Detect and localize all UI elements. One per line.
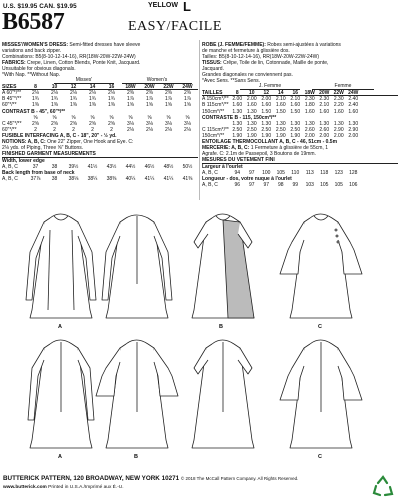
table-cell: 38¼ bbox=[87, 176, 98, 183]
table-cell: 96 bbox=[234, 182, 241, 189]
interfacing-line: FUSIBLE INTERFACING A, B, C - 18", 20" - ½ yd. bbox=[2, 132, 117, 139]
table-cell: 1.30 bbox=[246, 120, 257, 127]
misses-group: Misses' bbox=[54, 78, 114, 84]
table-cell: 43½ bbox=[106, 163, 117, 170]
yardage-rows-a-b bbox=[2, 90, 198, 108]
table-cell: 1.30 bbox=[290, 120, 301, 127]
table-cell: 2.50 bbox=[290, 126, 301, 133]
table-cell: 2.00 bbox=[232, 96, 243, 103]
pattern-footer bbox=[0, 474, 400, 500]
table-cell: 1.30 bbox=[348, 120, 359, 127]
table-cell: 1.50 bbox=[261, 108, 272, 115]
table-cell: 2⅝ bbox=[51, 120, 58, 127]
finished-heading: FINISHED GARMENT MEASUREMENTS bbox=[2, 151, 198, 158]
tailles-row: TAILLES 8 10 12 14 16 18W 20W 22W 24W bbox=[202, 90, 398, 96]
table-cell: 2.30 bbox=[333, 96, 344, 103]
description-title: MISSES'/WOMEN'S DRESS: bbox=[2, 42, 68, 48]
table-cell: 2.00 bbox=[319, 132, 330, 139]
nap-note: *With Nap. **Without Nap. bbox=[2, 72, 61, 79]
table-cell: 123 bbox=[334, 169, 343, 176]
table-cell: 3⅛ bbox=[127, 120, 134, 127]
table-cell: 2⅛ bbox=[32, 90, 39, 97]
view-label-a-back: A bbox=[58, 454, 62, 460]
view-label-c-back: C bbox=[318, 454, 322, 460]
table-cell: ⅝ bbox=[109, 114, 114, 121]
table-cell: 41⅜ bbox=[182, 176, 193, 183]
table-cell: 1.60 bbox=[261, 102, 272, 109]
table-cell: 40¼ bbox=[125, 176, 136, 183]
table-cell: 2.90 bbox=[333, 126, 344, 133]
table-cell: 1.90 bbox=[261, 132, 272, 139]
table-cell: 1⅞ bbox=[184, 96, 191, 103]
table-cell: 1.60 bbox=[333, 108, 344, 115]
table-cell: 1⅝ bbox=[165, 102, 172, 109]
largeur-label: Largeur à l'ourlet bbox=[202, 163, 243, 170]
table-cell: 41½ bbox=[87, 163, 98, 170]
table-cell: 106 bbox=[349, 182, 358, 189]
view-a-back-bottom-drawing bbox=[28, 340, 94, 448]
description-text: Semi-fitted dresses have sleeve bbox=[68, 42, 141, 48]
table-cell: 1.30 bbox=[304, 120, 315, 127]
womens-group: Women's bbox=[122, 78, 192, 84]
table-cell: ⅝ bbox=[147, 114, 152, 121]
table-cell: 38⅜ bbox=[106, 176, 117, 183]
notions-text: One 22" Zipper, One Hook and Eye. C: bbox=[45, 138, 134, 145]
table-cell: 118 bbox=[320, 169, 329, 176]
view-label-c: C bbox=[318, 324, 322, 330]
table-cell: 1.60 bbox=[290, 102, 301, 109]
jfemme-group: J. Femme bbox=[240, 84, 300, 90]
fabrics-heading: FABRICS: bbox=[2, 60, 26, 67]
fabrics-text: Crepe, Linen, Cotton Blends, Ponte Knit, Jacquard. bbox=[25, 60, 141, 67]
table-cell: 2.40 bbox=[348, 96, 359, 103]
metrage-rows-c bbox=[202, 127, 398, 139]
table-cell: 1.60 bbox=[319, 108, 330, 115]
notions-heading: NOTIONS: A, B, C: bbox=[2, 138, 46, 145]
tissus-heading: TISSUS: bbox=[202, 60, 222, 67]
pattern-header bbox=[0, 0, 400, 40]
table-cell: 1¾ bbox=[70, 96, 77, 103]
table-row bbox=[2, 102, 198, 108]
table-cell: 105 bbox=[334, 182, 343, 189]
table-cell: 2.00 bbox=[246, 96, 257, 103]
table-cell: 1.60 bbox=[348, 108, 359, 115]
table-cell: 2.60 bbox=[304, 126, 315, 133]
table-cell: 1.50 bbox=[290, 108, 301, 115]
table-cell: 2⅝ bbox=[89, 120, 96, 127]
tissus-text: Crêpe, Toile de lin, Cotonnade, Maille de ponte, bbox=[221, 60, 329, 67]
tissus-text-3: Grandes diagonales ne conviennent pas. bbox=[202, 72, 293, 79]
entoilage-line: ENTOILAGE THERMOCOLLANT A, B, C - 46, 51cm - 0.5m bbox=[202, 138, 338, 145]
price-label: U.S. $19.95 CAN. $19.95 bbox=[3, 3, 77, 10]
table-cell: 1¾ bbox=[51, 96, 58, 103]
table-cell: 37⅞ bbox=[30, 176, 41, 183]
description-text-fr-2: de manche et fermeture à glissière dos. bbox=[202, 48, 290, 55]
table-cell: 94 bbox=[234, 169, 241, 176]
table-cell: 1.90 bbox=[246, 132, 257, 139]
french-column bbox=[202, 42, 398, 188]
row-label: A 150cm*/** bbox=[202, 96, 229, 103]
table-cell: 2.30 bbox=[319, 96, 330, 103]
sizes-row: SIZES 8 10 12 14 16 18W 20W 22W 24W bbox=[2, 84, 198, 90]
table-cell: 1¾ bbox=[89, 96, 96, 103]
view-b-back-drawing bbox=[96, 340, 178, 448]
table-cell: 1.30 bbox=[261, 120, 272, 127]
table-cell: 1.30 bbox=[232, 108, 243, 115]
table-cell: 2⅜ bbox=[127, 90, 134, 97]
view-a-back-drawing bbox=[102, 215, 172, 318]
row-label: A, B, C bbox=[2, 163, 18, 170]
row-label: 60"*/** bbox=[2, 102, 17, 109]
table-cell: 2.10 bbox=[290, 96, 301, 103]
table-cell: ⅝ bbox=[33, 114, 38, 121]
row-label: 150cm*/** bbox=[202, 132, 225, 139]
table-cell: 1⅝ bbox=[184, 102, 191, 109]
view-label-a: A bbox=[58, 324, 62, 330]
tissus-text-2: Jacquard. bbox=[202, 66, 224, 73]
table-cell: 1.30 bbox=[232, 120, 243, 127]
table-cell: 2⅝ bbox=[70, 120, 77, 127]
table-cell: 2⅜ bbox=[146, 90, 153, 97]
table-cell: 1⅜ bbox=[70, 102, 77, 109]
table-cell: 2⅛ bbox=[70, 90, 77, 97]
row-label: 150cm*/** bbox=[202, 108, 225, 115]
row-label: 60"*/** bbox=[2, 126, 17, 133]
table-cell: 1⅞ bbox=[146, 96, 153, 103]
table-cell: 2⅛ bbox=[146, 126, 153, 133]
table-cell: 1.90 bbox=[275, 132, 286, 139]
table-cell: 38 bbox=[51, 176, 58, 183]
table-cell: 2.60 bbox=[319, 126, 330, 133]
table-cell: ⅝ bbox=[71, 114, 76, 121]
table-cell: 1.60 bbox=[246, 102, 257, 109]
view-label-b-back: B bbox=[134, 454, 138, 460]
table-row bbox=[2, 127, 198, 133]
longueur-label: Longueur - dos, votre nuque à l'ourlet bbox=[202, 176, 292, 183]
longueur-row bbox=[202, 182, 398, 188]
table-cell: 48½ bbox=[163, 163, 174, 170]
row-label: C 45"*/** bbox=[2, 120, 22, 127]
table-cell: 2⅝ bbox=[32, 120, 39, 127]
row-label: A, B, C bbox=[202, 182, 218, 189]
table-cell: 113 bbox=[305, 169, 314, 176]
table-cell: 1⅞ bbox=[127, 96, 134, 103]
website-link[interactable]: www.butterick.com bbox=[3, 485, 47, 490]
table-cell: 38 bbox=[51, 163, 58, 170]
metrage-rows-a-b bbox=[202, 96, 398, 114]
mesures-heading: MESURES DU VÊTEMENT FINI bbox=[202, 157, 398, 164]
table-cell: 1.30 bbox=[333, 120, 344, 127]
table-cell: 2⅛ bbox=[127, 126, 134, 133]
view-label-b: B bbox=[219, 324, 223, 330]
printed-note: Printed in U.S.A./Imprimé aux É.-U. bbox=[48, 485, 124, 490]
table-cell: 38⅛ bbox=[68, 176, 79, 183]
table-cell: 2⅝ bbox=[108, 120, 115, 127]
table-cell: 1.30 bbox=[246, 108, 257, 115]
row-label: A 60"*/** bbox=[2, 90, 22, 97]
table-cell: 97 bbox=[248, 182, 255, 189]
publisher-address: BUTTERICK PATTERN, 120 BROADWAY, NEW YORK 10271 bbox=[3, 475, 180, 482]
table-cell: 2⅜ bbox=[165, 90, 172, 97]
table-cell: 3⅛ bbox=[184, 120, 191, 127]
table-cell: 1.90 bbox=[232, 132, 243, 139]
table-cell: 1.30 bbox=[319, 120, 330, 127]
view-a-front-drawing bbox=[26, 214, 96, 318]
table-cell: 105 bbox=[320, 182, 329, 189]
table-cell: 1.50 bbox=[275, 108, 286, 115]
row-label: A, B, C bbox=[2, 176, 18, 183]
table-cell: 1.60 bbox=[275, 102, 286, 109]
contraste-b-heading: CONTRASTE B - 115, 150cm*/** bbox=[202, 114, 277, 121]
difficulty-label: EASY/FACILE bbox=[128, 19, 222, 34]
table-cell: 2.10 bbox=[275, 96, 286, 103]
table-cell: 2 bbox=[110, 126, 113, 133]
mercerie-text-2: Agrafe. C: 2.1m de Passepoil, 3 Boutons de 19mm. bbox=[202, 150, 316, 157]
size-letter: L bbox=[183, 0, 191, 14]
length-row bbox=[2, 176, 198, 182]
table-cell: 2.40 bbox=[348, 102, 359, 109]
table-cell: 2⅛ bbox=[51, 90, 58, 97]
table-cell: 1.60 bbox=[304, 108, 315, 115]
table-cell: 1⅜ bbox=[89, 102, 96, 109]
table-cell: 41¼ bbox=[144, 176, 155, 183]
table-cell: 1.90 bbox=[290, 132, 301, 139]
table-cell: 46½ bbox=[144, 163, 155, 170]
table-cell: 1⅝ bbox=[127, 102, 134, 109]
table-cell: 2 bbox=[53, 126, 56, 133]
table-cell: 1⅜ bbox=[51, 102, 58, 109]
table-cell: 1.60 bbox=[232, 102, 243, 109]
table-cell: ⅝ bbox=[52, 114, 57, 121]
table-cell: 2.10 bbox=[319, 102, 330, 109]
pattern-number: B6587 bbox=[2, 9, 65, 35]
row-label: C 115cm*/** bbox=[202, 126, 229, 133]
table-row bbox=[202, 182, 398, 188]
table-cell: 1⅜ bbox=[32, 102, 39, 109]
mercerie-heading: MERCERIE: A, B, C: bbox=[202, 144, 250, 151]
sens-note: *Avec Sens. **Sans Sens. bbox=[202, 78, 260, 85]
english-column bbox=[2, 42, 198, 182]
column-divider bbox=[199, 40, 200, 200]
table-cell: 44½ bbox=[125, 163, 136, 170]
table-cell: 2.50 bbox=[275, 126, 286, 133]
table-cell: 2⅛ bbox=[89, 90, 96, 97]
view-c-front-drawing bbox=[280, 214, 362, 318]
table-cell: 128 bbox=[349, 169, 358, 176]
fabrics-text-2: Unsuitable for obvious diagonals. bbox=[2, 66, 76, 73]
table-cell: 99 bbox=[292, 182, 299, 189]
table-cell: 110 bbox=[291, 169, 300, 176]
table-cell: 100 bbox=[262, 169, 271, 176]
view-c-back-drawing bbox=[280, 340, 362, 448]
table-cell: ⅝ bbox=[166, 114, 171, 121]
table-cell: 97 bbox=[263, 182, 270, 189]
yardage-rows-c bbox=[2, 121, 198, 133]
table-cell: 2.50 bbox=[232, 126, 243, 133]
color-code-label: YELLOW bbox=[148, 2, 178, 9]
table-cell: 1⅝ bbox=[146, 102, 153, 109]
table-cell: 2.00 bbox=[261, 96, 272, 103]
table-cell: 2.20 bbox=[333, 102, 344, 109]
table-cell: 2⅛ bbox=[108, 90, 115, 97]
table-cell: 1.30 bbox=[275, 120, 286, 127]
table-cell: 2.50 bbox=[246, 126, 257, 133]
table-cell: 2⅛ bbox=[184, 126, 191, 133]
view-b-back-panel-drawing bbox=[192, 340, 254, 448]
width-label: Width, lower edge bbox=[2, 157, 45, 164]
table-cell: 41¼ bbox=[163, 176, 174, 183]
table-cell: 2.00 bbox=[333, 132, 344, 139]
table-cell: 98 bbox=[277, 182, 284, 189]
table-row bbox=[2, 176, 198, 182]
view-b-front-drawing bbox=[192, 214, 254, 318]
table-cell: 1⅜ bbox=[108, 102, 115, 109]
technical-drawings bbox=[0, 200, 400, 470]
table-cell: 2.50 bbox=[261, 126, 272, 133]
table-cell: 97 bbox=[248, 169, 255, 176]
table-cell: 2⅜ bbox=[184, 90, 191, 97]
tailles-line: Tailles: B5(8-10-12-14-16), RR(18W-20W-22W-24W) bbox=[202, 54, 319, 61]
table-cell: 1¾ bbox=[32, 96, 39, 103]
table-cell: 39½ bbox=[68, 163, 79, 170]
table-cell: 3⅛ bbox=[146, 120, 153, 127]
table-cell: 37 bbox=[32, 163, 39, 170]
row-label: B 115cm*/** bbox=[202, 102, 229, 109]
table-cell: 2.90 bbox=[348, 126, 359, 133]
table-cell: 105 bbox=[276, 169, 285, 176]
contrast-b-heading: CONTRAST B - 45", 60"*/** bbox=[2, 108, 66, 115]
combinations-line: Combinations: B5(8-10-12-14-16), RR(18W-20W-22W-24W) bbox=[2, 54, 136, 61]
table-cell: 2.00 bbox=[304, 132, 315, 139]
table-cell: 2⅛ bbox=[165, 126, 172, 133]
copyright-text: © 2018 The McCall Pattern Company. All Rights Reserved. bbox=[180, 476, 299, 481]
table-cell: 103 bbox=[305, 182, 314, 189]
table-cell: 2 bbox=[72, 126, 75, 133]
row-label: B 45"*/** bbox=[2, 96, 22, 103]
table-cell: 2 bbox=[91, 126, 94, 133]
notions-text-2: 2⅛ yds. of Piping, Three ⅝" Buttons. bbox=[2, 144, 84, 151]
dress-drawings-svg bbox=[0, 200, 400, 470]
table-cell: ⅝ bbox=[185, 114, 190, 121]
table-cell: 1.80 bbox=[304, 102, 315, 109]
row-label: A, B, C bbox=[202, 169, 218, 176]
table-cell: 2.00 bbox=[348, 132, 359, 139]
table-cell: 2 bbox=[34, 126, 37, 133]
femme-group: Femme bbox=[312, 84, 374, 90]
description-title-fr: ROBE (J. FEMME/FEMME): bbox=[202, 42, 266, 48]
description-text-2: variations and back zipper. bbox=[2, 48, 62, 55]
recycle-icon bbox=[370, 474, 396, 500]
description-text-fr: Robes semi-ajustées à variations bbox=[265, 42, 341, 48]
length-label: Back length from base of neck bbox=[2, 169, 75, 176]
table-cell: 1⅞ bbox=[165, 96, 172, 103]
table-cell: 1¾ bbox=[108, 96, 115, 103]
table-cell: ⅝ bbox=[128, 114, 133, 121]
mercerie-text: 1 Fermeture à glissière de 55cm, 1 bbox=[249, 144, 328, 151]
table-cell: 3⅛ bbox=[165, 120, 172, 127]
table-cell: 50½ bbox=[182, 163, 193, 170]
table-cell: 2.30 bbox=[304, 96, 315, 103]
table-cell: ⅝ bbox=[90, 114, 95, 121]
